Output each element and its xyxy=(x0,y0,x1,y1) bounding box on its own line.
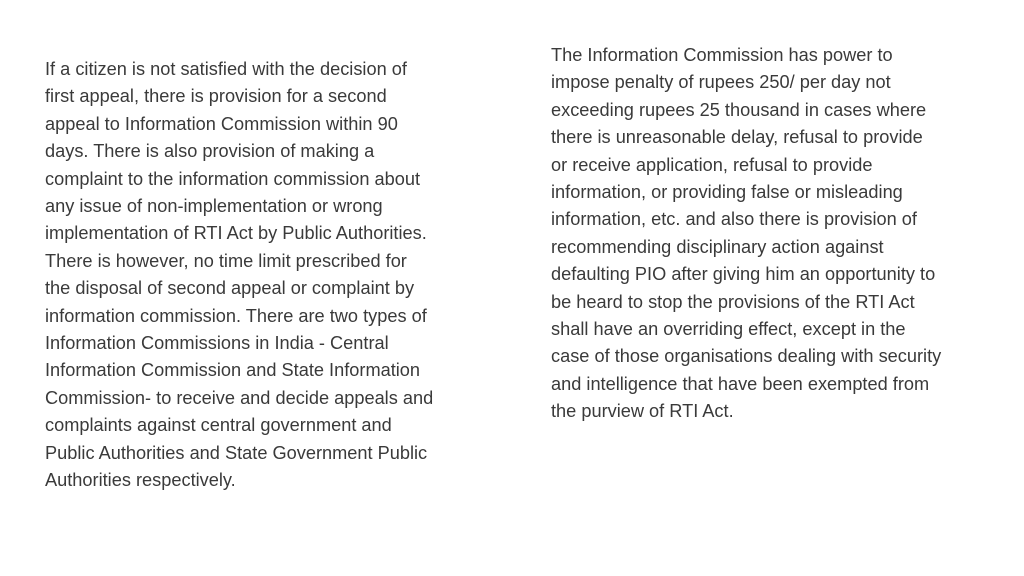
left-paragraph-line: Authorities respectively. xyxy=(45,470,236,491)
right-paragraph-line: defaulting PIO after giving him an opportunity to xyxy=(551,264,936,285)
left-paragraph xyxy=(45,56,433,495)
left-paragraph-line: appeal to Information Commission within 90 xyxy=(45,113,398,134)
left-paragraph-line: There is however, no time limit prescribed for xyxy=(45,250,407,271)
right-paragraph-line: The Information Commission has power to xyxy=(551,45,893,65)
left-paragraph-line: Commission- to receive and decide appeals and xyxy=(45,387,434,408)
right-paragraph-line: impose penalty of rupees 250/ per day not xyxy=(551,72,891,93)
left-paragraph-line: complaint to the information commission about xyxy=(45,168,421,189)
left-paragraph-line: implementation of RTI Act by Public Authorities. xyxy=(45,223,427,244)
right-paragraph-line: the purview of RTI Act. xyxy=(551,401,734,422)
left-paragraph-line: any issue of non-implementation or wrong xyxy=(45,196,383,217)
left-paragraph-line: Information Commission and State Information xyxy=(45,360,421,381)
right-paragraph-line: or receive application, refusal to provide xyxy=(551,154,873,175)
left-paragraph-line: the disposal of second appeal or complaint by xyxy=(45,278,415,299)
left-paragraph-line: information commission. There are two types of xyxy=(45,305,427,326)
right-paragraph-line: case of those organisations dealing with security xyxy=(551,346,942,367)
left-paragraph-line: If a citizen is not satisfied with the decision of xyxy=(45,59,407,79)
left-paragraph-line: Public Authorities and State Government Public xyxy=(45,442,428,463)
right-paragraph xyxy=(551,42,941,426)
left-paragraph-line: Information Commissions in India - Central xyxy=(45,333,389,354)
right-paragraph-line: shall have an overriding effect, except in the xyxy=(551,319,906,340)
right-paragraph-line: exceeding rupees 25 thousand in cases where xyxy=(551,99,927,120)
left-paragraph-line: first appeal, there is provision for a second xyxy=(45,86,387,107)
right-paragraph-line: information, or providing false or misleading xyxy=(551,182,903,203)
right-paragraph-line: recommending disciplinary action against xyxy=(551,236,884,257)
right-paragraph-line: be heard to stop the provisions of the RTI Act xyxy=(551,291,915,312)
right-paragraph-line: and intelligence that have been exempted from xyxy=(551,373,930,394)
left-paragraph-line: days. There is also provision of making a xyxy=(45,141,375,162)
right-paragraph-line: information, etc. and also there is provision of xyxy=(551,209,917,230)
left-paragraph-line: complaints against central government and xyxy=(45,415,392,436)
right-paragraph-line: there is unreasonable delay, refusal to provide xyxy=(551,127,923,148)
